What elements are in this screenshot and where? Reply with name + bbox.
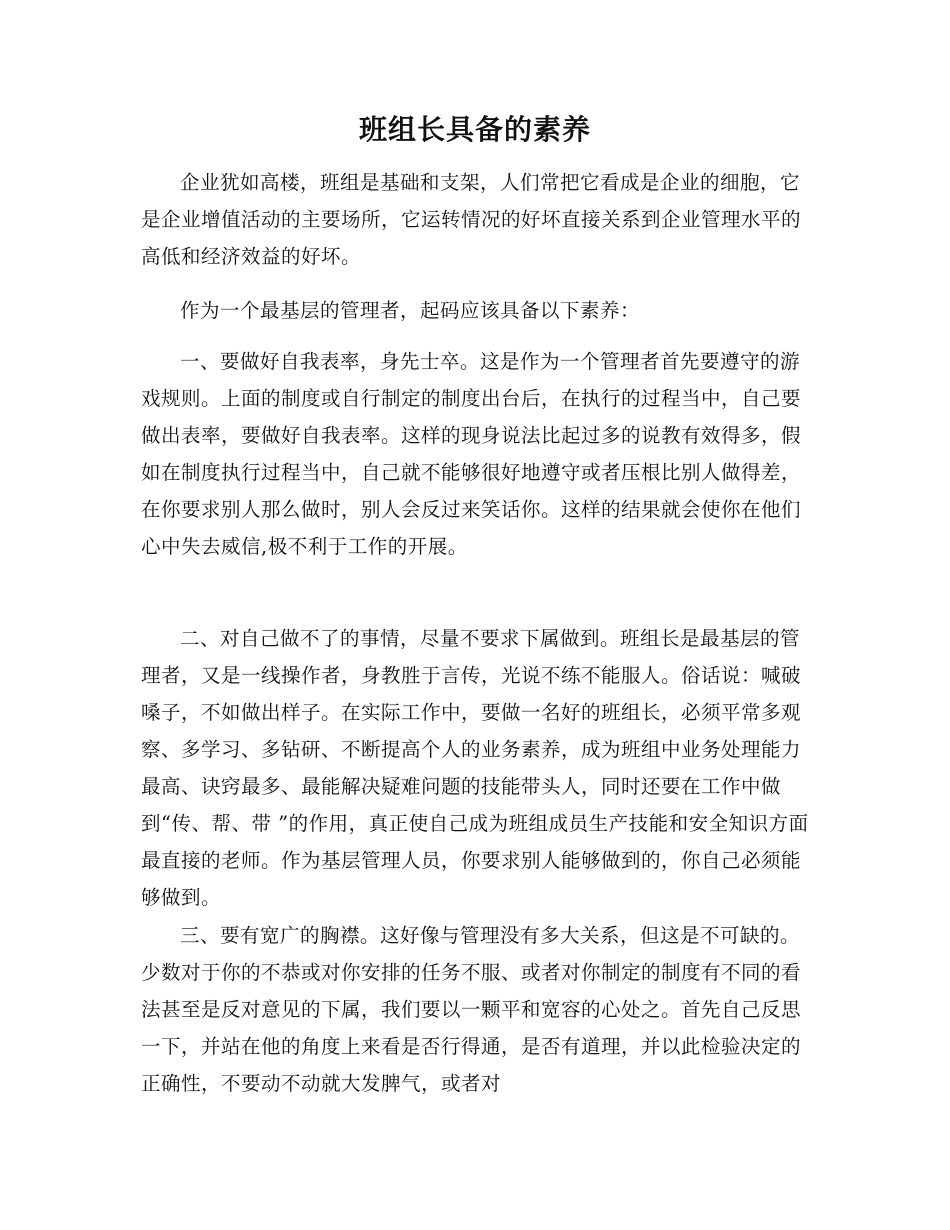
paragraph-lead: 作为一个最基层的管理者，起码应该具备以下素养： [180,299,641,322]
paragraph-intro: 企业犹如高楼，班组是基础和支架，人们常把它看成是企业的细胞，它是企业增值活动的主要场所，它运转情况的好坏直接关系到企业管理水平的高低和经济效益的好坏。 [141,171,802,268]
paragraph-point-1: 一、要做好自我表率，身先士卒。这是作为一个管理者首先要遵守的游戏规则。上面的制度或自行制定的制度出台后，在执行的过程当中，自己要做出表率，要做好自我表率。这样的现身说法比起过多的说教有效得多，假如在制度执行过程当中，自己就不能够很好地遵守或者压根比别人做得差，在你要求别人那么做时，别人会反过来笑话你。这样的结果就会使你在他们心中失去威信,极不利于工作的开展。 [141,350,802,558]
paragraph-point-2: 二、对自己做不了的事情，尽量不要求下属做到。班组长是最基层的管理者，又是一线操作者，身教胜于言传，光说不练不能服人。俗话说：喊破嗓子，不如做出样子。在实际工作中，要做一名好的班组长，必须平常多观察、多学习、多钻研、不断提高个人的业务素养，成为班组中业务处理能力最高、诀窍最多、最能解决疑难问题的技能带头人，同时还要在工作中做到“传、帮、带 ”的作用，真正使自己成为班组成员生产技能和安全知识方面最直接的老师。作为基层管理人员，你要求别人能够做到的，你自己必须能够做到。 [141,627,809,909]
document-title: 班组长具备的素养 [358,113,591,146]
paragraph-point-3: 三、要有宽广的胸襟。这好像与管理没有多大关系，但这是不可缺的。少数对于你的不恭或对你安排的任务不服、或者对你制定的制度有不同的看法甚至是反对意见的下属，我们要以一颗平和宽容的心处之。首先自己反思一下，并站在他的角度上来看是否行得通，是否有道理，并以此检验决定的正确性，不要动不动就大发脾气，或者对 [141,924,802,1095]
